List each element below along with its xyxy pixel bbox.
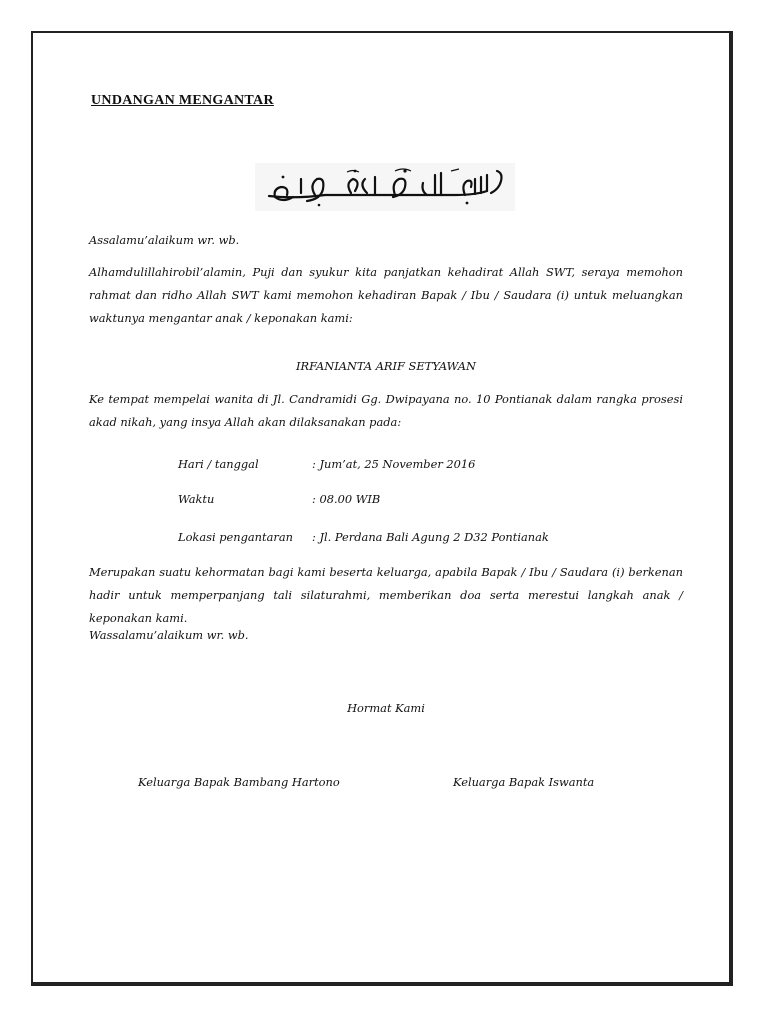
detail-value-date: : Jum’at, 25 November 2016 xyxy=(312,457,476,471)
detail-value-location: : Jl. Perdana Bali Agung 2 D32 Pontianak xyxy=(312,530,549,544)
detail-label-date: Hari / tanggal xyxy=(178,457,259,471)
detail-label-time: Waktu xyxy=(178,492,215,506)
document-title: UNDANGAN MENGANTAR xyxy=(91,93,274,108)
intro-paragraph: Alhamdulillahirobil’alamin, Puji dan syukur kita panjatkan kehadirat Allah SWT, seraya memohon rahmat dan ridho Allah SWT kami memohon kehadiran Bapak / Ibu / Saudara (i) untuk meluangkan waktunya mengantar anak / keponakan kami: xyxy=(89,265,683,325)
greeting-text: Assalamu’alaikum wr. wb. xyxy=(89,233,240,247)
basmala-calligraphy-image xyxy=(255,163,515,211)
document-page xyxy=(31,31,733,986)
detail-label-location: Lokasi pengantaran xyxy=(178,530,293,544)
regards-text: Hormat Kami xyxy=(347,701,425,715)
destination-paragraph: Ke tempat mempelai wanita di Jl. Candramidi Gg. Dwipayana no. 10 Pontianak dalam rangka prosesi akad nikah, yang insya Allah akan dilaksanakan pada: xyxy=(89,392,683,429)
groom-name: IRFANIANTA ARIF SETYAWAN xyxy=(296,359,476,373)
signatory-left: Keluarga Bapak Bambang Hartono xyxy=(138,775,340,789)
farewell-text: Wassalamu’alaikum wr. wb. xyxy=(89,628,249,642)
detail-value-time: : 08.00 WIB xyxy=(312,492,381,506)
signatory-right: Keluarga Bapak Iswanta xyxy=(453,775,595,789)
closing-paragraph: Merupakan suatu kehormatan bagi kami beserta keluarga, apabila Bapak / Ibu / Saudara (i) berkenan hadir untuk memperpanjang tali silaturahmi, memberikan doa serta merestui langkah anak / keponakan kami. xyxy=(89,565,683,625)
